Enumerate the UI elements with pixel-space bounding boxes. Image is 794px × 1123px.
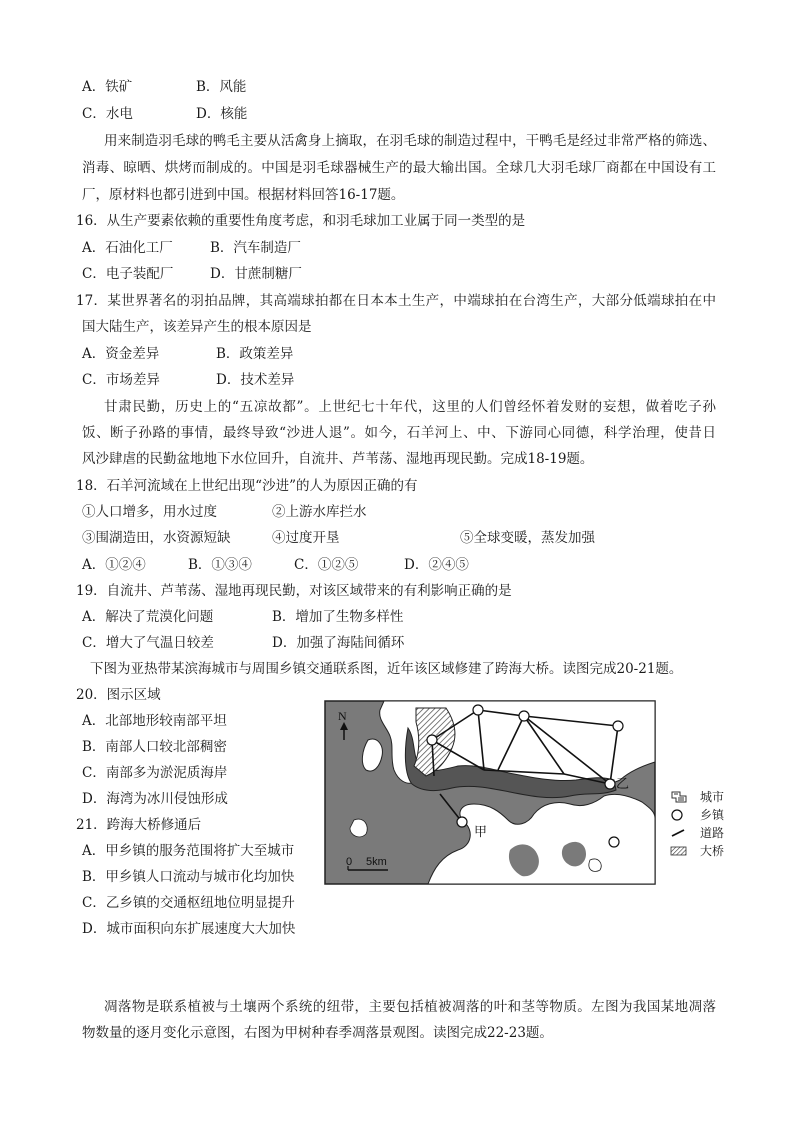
q19-option-d: D．加强了海陆间循环: [272, 635, 405, 651]
bridge-symbol-icon: [670, 844, 688, 858]
passage1-line1: 用来制造羽毛球的鸭毛主要从活禽身上摘取，在羽毛球的制造过程中，干鸭毛是经过非常严格的筛选、: [104, 133, 716, 149]
passage1-line3: 厂，原材料也都引进到中国。根据材料回答16-17题。: [82, 187, 405, 203]
q21-option-c: C．乙乡镇的交通枢纽地位明显提升: [82, 895, 295, 911]
q19-stem: 19．自流井、芦苇荡、湿地再现民勤，对该区域带来的有利影响正确的是: [76, 583, 512, 599]
town-marker: [473, 705, 483, 715]
passage4-line1: 凋落物是联系植被与土壤两个系统的纽带，主要包括植被凋落的叶和茎等物质。左图为我国某地凋落: [104, 999, 716, 1015]
passage1-line2: 消毒、晾晒、烘烤而制成的。中国是羽毛球器械生产的最大输出国。全球几大羽毛球厂商都在中国设有工: [82, 160, 716, 176]
q16-option-c: C．电子装配厂: [82, 266, 174, 282]
q18-item-4: ④过度开垦: [272, 530, 340, 546]
label-yi: 乙: [616, 777, 630, 792]
q19-option-a: A．解决了荒漠化问题: [82, 609, 214, 625]
q18-item-5: ⑤全球变暖，蒸发加强: [460, 530, 595, 546]
traffic-map-svg: [324, 700, 656, 885]
q17-stem-line2: 国大陆生产，该差异产生的根本原因是: [82, 319, 312, 335]
legend-city-label: 城市: [700, 790, 725, 804]
q17-option-a: A．资金差异: [82, 346, 160, 362]
q16-option-a: A．石油化工厂: [82, 240, 173, 256]
passage4-line2: 物数量的逐月变化示意图，右图为甲树种春季凋落景观图。读图完成22-23题。: [82, 1025, 553, 1041]
legend-bridge-label: 大桥: [700, 844, 725, 858]
q18-option-c: C．①②⑤: [294, 557, 359, 573]
q20-option-a: A．北部地形较南部平坦: [82, 713, 227, 729]
legend-road-label: 道路: [700, 826, 725, 840]
q21-option-d: D．城市面积向东扩展速度大大加快: [82, 921, 296, 937]
q17-stem-line1: 17．某世界著名的羽拍品牌，其高端球拍都在日本本土生产，中端球拍在台湾生产，大部分低端球拍在中: [76, 293, 716, 309]
q20-option-c: C．南部多为淤泥质海岸: [82, 765, 228, 781]
q20-option-d: D．海湾为冰川侵蚀形成: [82, 791, 228, 807]
scale-zero: 0: [346, 856, 353, 868]
town-marker-yi: [605, 779, 615, 789]
q16-stem: 16．从生产要素依赖的重要性角度考虑，和羽毛球加工业属于同一类型的是: [76, 213, 526, 229]
north-label: N: [338, 709, 347, 723]
passage3-line1: 下图为亚热带某滨海城市与周围乡镇交通联系图，近年该区域修建了跨海大桥。读图完成20-21题。: [90, 661, 683, 677]
q17-option-b: B．政策差异: [216, 346, 294, 362]
q20-option-b: B．南部人口较北部稠密: [82, 739, 227, 755]
city-symbol-icon: [670, 790, 688, 804]
q17-option-c: C．市场差异: [82, 372, 160, 388]
q20-stem: 20．图示区域: [76, 687, 161, 703]
q15-option-a: A．铁矿: [82, 79, 133, 95]
q15-option-c: C．水电: [82, 106, 133, 122]
town-symbol-icon: [670, 808, 688, 822]
q18-option-d: D．②④⑤: [404, 557, 469, 573]
q18-item-1: ①人口增多，用水过度: [82, 504, 217, 520]
q19-option-c: C．增大了气温日较差: [82, 635, 214, 651]
q15-option-b: B．风能: [196, 79, 247, 95]
town-marker: [613, 721, 623, 731]
town-marker-jia: [457, 817, 467, 827]
passage2-line2: 饭、断子孙路的事情，最终导致“沙进人退”。如今，石羊河上、中、下游同心同德，科学治理，使昔日: [82, 425, 716, 441]
road-symbol-icon: [670, 826, 688, 840]
q18-option-b: B．①③④: [188, 557, 252, 573]
passage2-line1: 甘肃民勤，历史上的“五凉故都”。上世纪七十年代，这里的人们曾经怀着发财的妄想，做着吃子孙: [104, 399, 716, 415]
traffic-map: [324, 700, 656, 885]
q21-option-a: A．甲乡镇的服务范围将扩大至城市: [82, 843, 295, 859]
q18-option-a: A．①②④: [82, 557, 146, 573]
q18-item-2: ②上游水库拦水: [272, 504, 367, 520]
q18-item-3: ③围湖造田，水资源短缺: [82, 530, 231, 546]
q21-option-b: B．甲乡镇人口流动与城市化均加快: [82, 869, 295, 885]
town-marker: [519, 711, 529, 721]
town-marker: [609, 837, 619, 847]
q16-option-b: B．汽车制造厂: [210, 240, 301, 256]
q19-option-b: B．增加了生物多样性: [272, 609, 404, 625]
town-marker: [427, 735, 437, 745]
label-jia: 甲: [474, 825, 488, 840]
scale-length: 5km: [366, 856, 387, 868]
q15-option-d: D．核能: [196, 106, 248, 122]
island: [589, 859, 601, 872]
q21-stem: 21．跨海大桥修通后: [76, 817, 202, 833]
q17-option-d: D．技术差异: [216, 372, 295, 388]
legend-town-label: 乡镇: [700, 808, 725, 822]
q18-stem: 18．石羊河流域在上世纪出现“沙进”的人为原因正确的有: [76, 478, 418, 494]
q16-option-d: D．甘蔗制糖厂: [210, 266, 302, 282]
passage2-line3: 风沙肆虐的民勤盆地地下水位回升，自流井、芦苇荡、湿地再现民勤。完成18-19题。: [82, 451, 594, 467]
